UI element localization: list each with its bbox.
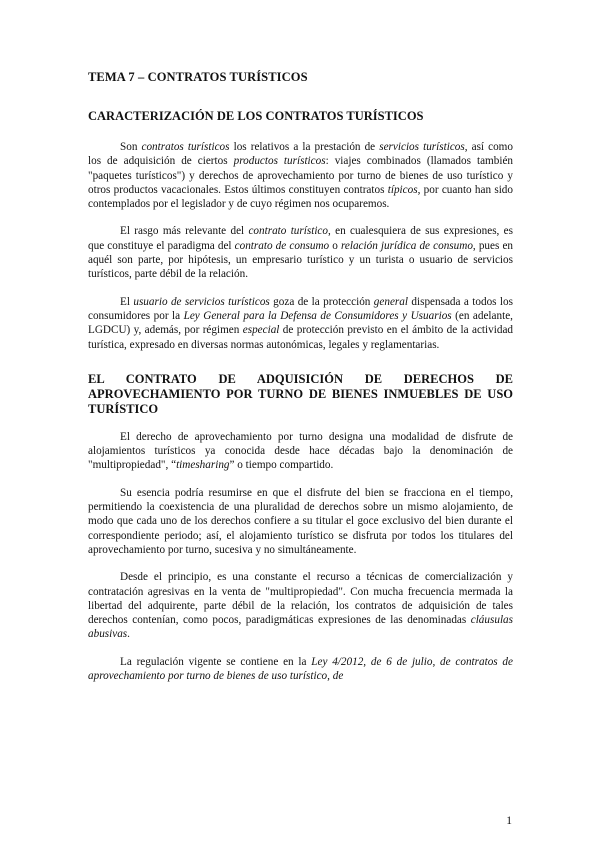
text-run: , en cualesquiera de sus expresiones, es que constituye el paradigma del	[88, 225, 513, 252]
italic-text: especial	[242, 324, 280, 337]
italic-text: cláusulas abusivas	[88, 614, 513, 641]
paragraph	[88, 655, 513, 684]
text-run: El derecho de aprovechamiento por turno designa una modalidad de disfrute de alojamientos turísticos ya conocida desde hace décadas bajo la denominación de "multipropiedad", “	[88, 430, 513, 472]
text-run: Son	[120, 141, 142, 153]
italic-text: relación jurídica de consumo	[340, 239, 473, 252]
text-run: Desde el principio, es una constante el recurso a técnicas de comercialización y contratación agresivas en la venta de "multipropiedad". Con mucha frecuencia mermada la libertad del adquirente, parte débil de la relación, los contratos de adquisición de tales derechos contenían, como pocos, paradigmáticas expresiones de las denominadas	[88, 571, 513, 627]
section-heading-aprovechamiento: EL CONTRATO DE ADQUISICIÓN DE DERECHOS DE APROVECHAMIENTO POR TURNO DE BIENES INMUEBLES DE USO TURÍSTICO	[88, 371, 513, 416]
paragraph	[88, 295, 513, 352]
italic-text: general	[373, 295, 408, 308]
italic-text: timesharing	[176, 459, 230, 472]
italic-text: contrato turístico	[248, 225, 328, 238]
italic-text: Ley 4/2012, de 6 de julio, de contratos de aprovechamiento por turno de bienes de uso turístico, de	[88, 655, 513, 683]
text-run: : viajes combinados (llamados también "paquetes turísticos") y derechos de aprovechamiento por turno de bienes de uso turístico y otros productos vacacionales. Estos últimos constituyen contratos	[88, 155, 514, 196]
text-run: , por cuanto han sido contemplados por el legislador y de cuyo régimen nos ocuparemos.	[88, 183, 513, 211]
text-run: o	[329, 239, 341, 252]
page-number: 1	[506, 815, 512, 827]
section-heading-caracterizacion: CARACTERIZACIÓN DE LOS CONTRATOS TURÍSTICOS	[88, 109, 424, 123]
text-run: (en adelante, LGDCU) y, además, por régimen	[88, 309, 513, 337]
paragraph	[88, 486, 513, 557]
text-run: El	[120, 295, 134, 308]
text-run: ” o tiempo compartido.	[229, 459, 334, 472]
italic-text: contrato de consumo	[234, 239, 330, 252]
text-run: .	[127, 628, 130, 641]
italic-text: servicios turísticos	[379, 141, 465, 153]
text-run: los relativos a la prestación de	[229, 141, 380, 153]
italic-text: típicos	[387, 183, 418, 196]
text-run: La regulación vigente se contiene en la	[120, 655, 312, 668]
italic-text: usuario de servicios turísticos	[133, 295, 270, 308]
document-title: TEMA 7 – CONTRATOS TURÍSTICOS	[88, 70, 308, 84]
paragraph	[88, 570, 513, 641]
text-run: de protección previsto en el ámbito de la actividad turística, expresado en diversas normas autonómicas, legales y reglamentarias.	[88, 324, 513, 351]
italic-text: productos turísticos	[233, 155, 326, 168]
paragraph	[88, 140, 513, 211]
text-run: , así como los de adquisición de ciertos	[88, 141, 513, 168]
text-run: , pues en aquél son parte, por hipótesis, un empresario turístico y un turista o usuario de servicios turísticos, parte débil de la relación.	[88, 239, 514, 281]
document-page	[88, 70, 513, 696]
italic-text: Ley General para la Defensa de Consumidores y Usuarios	[183, 309, 452, 322]
paragraph	[88, 430, 513, 473]
italic-text: contratos turísticos	[141, 141, 230, 153]
text-run: Su esencia podría resumirse en que el disfrute del bien se fracciona en el tiempo, permitiendo la coexistencia de una pluralidad de derechos sobre un mismo alojamiento, de modo que cada uno de los derechos confiere a su titular el goce exclusivo del bien durante el correspondiente periodo; así, el alojamiento turístico se disfruta por todos los titulares del aprovechamiento por turno, sucesiva y no simultáneamente.	[88, 486, 513, 556]
text-run: El rasgo más relevante del	[120, 225, 249, 238]
text-run: dispensada a todos los consumidores por la	[88, 295, 513, 322]
paragraph	[88, 224, 513, 281]
text-run: goza de la protección	[269, 295, 374, 308]
